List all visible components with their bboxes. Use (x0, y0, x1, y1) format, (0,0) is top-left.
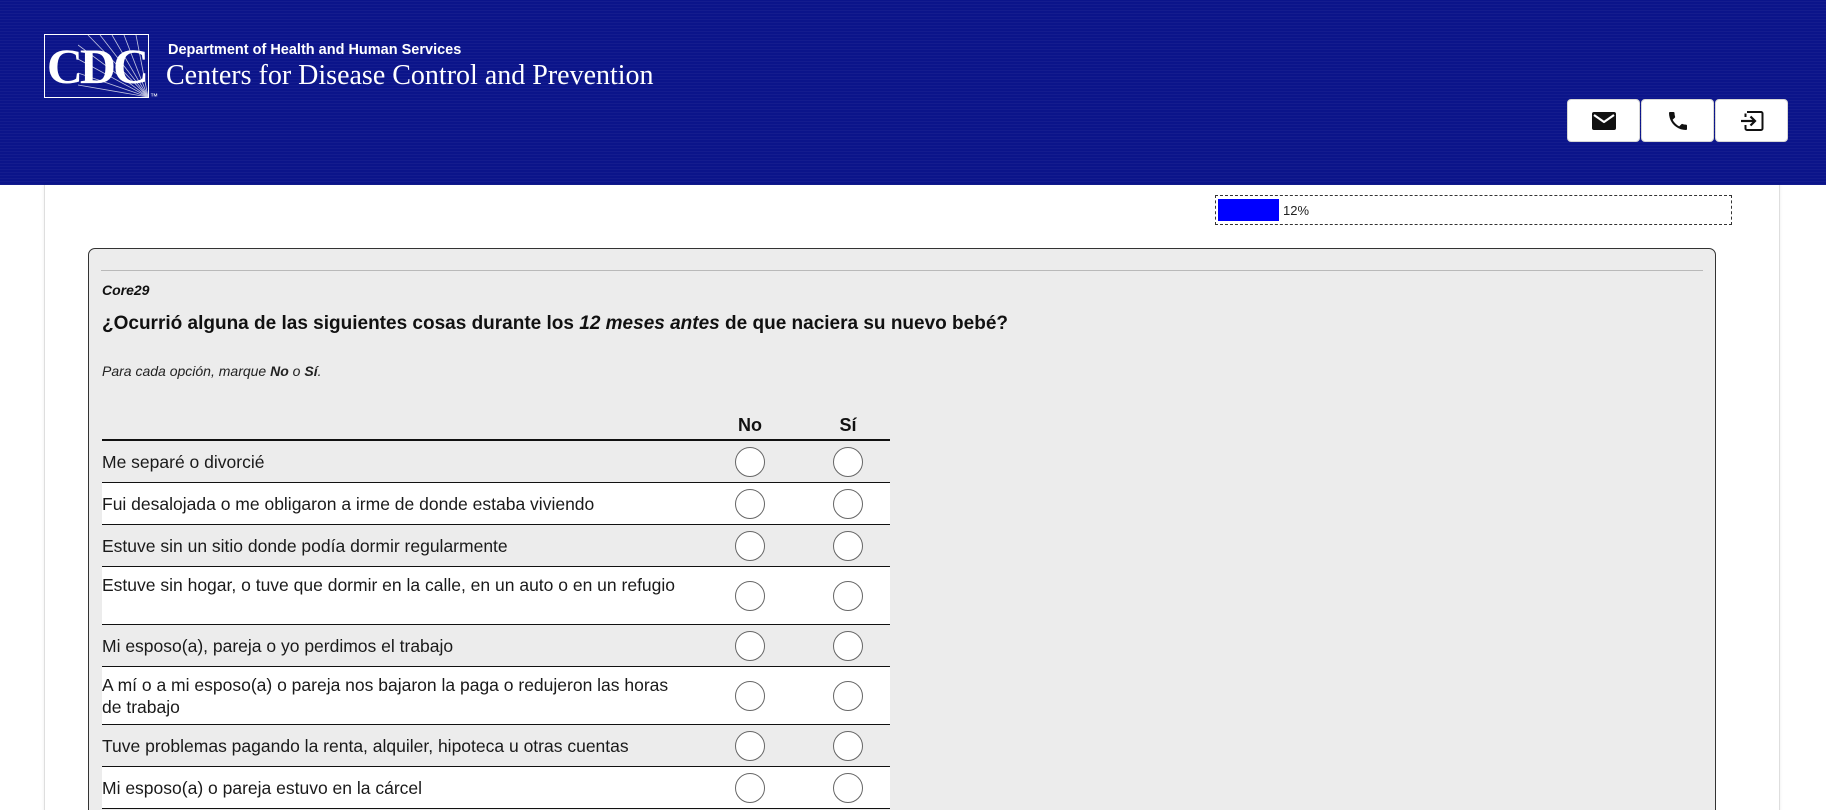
question-row (102, 667, 890, 725)
radio-si[interactable] (833, 581, 863, 611)
question-instruction (102, 363, 321, 379)
grid-rows (102, 441, 890, 809)
radio-si[interactable] (833, 773, 863, 803)
question-row (102, 625, 890, 667)
radio-no[interactable] (735, 631, 765, 661)
instruction-mid: o (288, 363, 305, 379)
question-id: Core29 (102, 282, 150, 298)
question-panel (88, 248, 1716, 810)
exit-button[interactable] (1715, 99, 1788, 142)
question-row (102, 441, 890, 483)
column-header-si: Sí (839, 415, 857, 435)
question-row (102, 483, 890, 525)
question-text-end: de que naciera su nuevo bebé? (719, 313, 1008, 334)
row-label: Estuve sin un sitio donde podía dormir regularmente (102, 536, 508, 556)
radio-si[interactable] (833, 731, 863, 761)
department-name: Department of Health and Human Services (168, 42, 462, 58)
progress-label: 12% (1283, 203, 1310, 218)
column-header-no: No (738, 415, 762, 435)
row-label: A mí o a mi esposo(a) o pareja nos bajaron la paga o redujeron las horas de trabajo (102, 675, 669, 717)
radio-si[interactable] (833, 489, 863, 519)
radio-no[interactable] (735, 731, 765, 761)
radio-si[interactable] (833, 531, 863, 561)
progress-bar (1215, 195, 1732, 225)
logo-text: CDC (46, 38, 147, 94)
row-label: Mi esposo(a) o pareja estuvo en la cárcel (102, 778, 423, 798)
divider (101, 270, 1703, 271)
radio-no[interactable] (735, 773, 765, 803)
phone-icon (1666, 109, 1690, 133)
radio-si[interactable] (833, 447, 863, 477)
radio-no[interactable] (735, 531, 765, 561)
instruction-si: Sí (304, 363, 318, 379)
question-text-emphasis: 12 meses antes (579, 313, 720, 334)
site-header (0, 0, 1826, 185)
question-text-start: ¿Ocurrió alguna de las siguientes cosas durante los (102, 313, 580, 334)
radio-no[interactable] (735, 581, 765, 611)
question-row (102, 767, 890, 809)
row-label: Mi esposo(a), pareja o yo perdimos el trabajo (102, 636, 454, 656)
agency-name: Centers for Disease Control and Prevention (166, 60, 654, 91)
radio-no[interactable] (735, 447, 765, 477)
question-row (102, 567, 890, 625)
row-label: Estuve sin hogar, o tuve que dormir en la calle, en un auto o en un refugio (102, 575, 676, 595)
row-label: Tuve problemas pagando la renta, alquiler, hipoteca u otras cuentas (102, 736, 629, 756)
question-row (102, 725, 890, 767)
instruction-start: Para cada opción, marque (102, 363, 271, 379)
progress-fill (1218, 199, 1279, 221)
grid-header (102, 409, 890, 441)
question-text (102, 313, 1008, 335)
envelope-icon (1591, 111, 1617, 131)
instruction-no: No (270, 363, 289, 379)
phone-button[interactable] (1641, 99, 1714, 142)
radio-no[interactable] (735, 681, 765, 711)
exit-icon (1739, 109, 1765, 133)
radio-no[interactable] (735, 489, 765, 519)
instruction-end: . (317, 363, 322, 379)
trademark-mark: ™ (150, 92, 158, 101)
question-row (102, 525, 890, 567)
response-grid (102, 409, 890, 809)
row-label: Me separé o divorcié (102, 452, 265, 472)
row-label: Fui desalojada o me obligaron a irme de donde estaba viviendo (102, 494, 595, 514)
radio-si[interactable] (833, 631, 863, 661)
cdc-logo (44, 34, 149, 98)
radio-si[interactable] (833, 681, 863, 711)
email-button[interactable] (1567, 99, 1640, 142)
